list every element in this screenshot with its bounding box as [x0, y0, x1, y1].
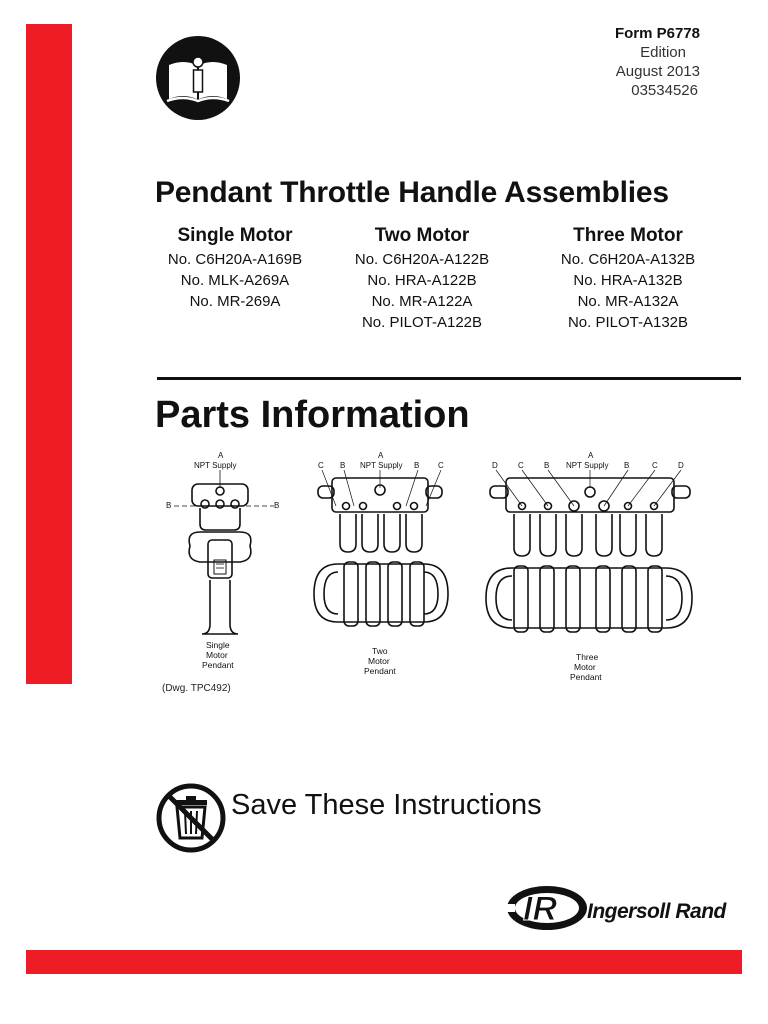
svg-text:Single: Single: [206, 640, 230, 650]
drawing-reference: (Dwg. TPC492): [162, 683, 231, 694]
two-motor-column: [327, 224, 517, 333]
svg-text:Two: Two: [372, 646, 388, 656]
svg-text:B: B: [166, 501, 172, 510]
svg-text:NPT Supply: NPT Supply: [194, 461, 237, 470]
svg-text:D: D: [492, 461, 498, 470]
model-number: No. PILOT-A122B: [361, 314, 483, 331]
svg-text:C: C: [318, 461, 324, 470]
model-number: No. C6H20A-A122B: [354, 251, 490, 268]
section-divider: [157, 377, 741, 380]
svg-text:C: C: [438, 461, 444, 470]
svg-text:A: A: [378, 451, 384, 460]
svg-text:Three: Three: [576, 652, 599, 662]
svg-text:NPT Supply: NPT Supply: [566, 461, 609, 470]
page-title: Pendant Throttle Handle Assemblies: [155, 176, 669, 209]
svg-text:A: A: [588, 451, 594, 460]
model-number: No. MLK-A269A: [180, 272, 290, 289]
three-motor-column: [533, 224, 723, 333]
svg-text:Pendant: Pendant: [570, 672, 602, 682]
svg-text:Motor: Motor: [574, 662, 596, 672]
svg-text:Pendant: Pendant: [202, 660, 234, 670]
svg-text:B: B: [340, 461, 346, 470]
model-number: No. MR-A132A: [577, 293, 679, 310]
svg-text:NPT Supply: NPT Supply: [360, 461, 403, 470]
svg-text:Pendant: Pendant: [364, 666, 396, 676]
two-motor-pendant-drawing: [314, 451, 448, 676]
form-number: Form P6778: [614, 25, 700, 42]
model-number: No. HRA-A122B: [367, 272, 477, 289]
brand-name: Ingersoll Rand: [587, 900, 726, 923]
svg-text:D: D: [678, 461, 684, 470]
model-number: No. HRA-A132B: [573, 272, 683, 289]
no-trash-icon: [155, 782, 227, 854]
column-heading: Two Motor: [374, 225, 470, 246]
single-motor-column: [140, 224, 330, 312]
single-motor-pendant-drawing: [166, 451, 279, 670]
section-title: Parts Information: [155, 394, 470, 436]
model-number: No. C6H20A-A132B: [560, 251, 696, 268]
edition-label: Edition: [640, 44, 686, 61]
svg-text:B: B: [544, 461, 550, 470]
svg-text:B: B: [624, 461, 630, 470]
svg-text:Motor: Motor: [206, 650, 228, 660]
svg-text:C: C: [518, 461, 524, 470]
column-heading: Three Motor: [573, 225, 683, 246]
pendant-drawing: [150, 448, 710, 693]
document-number: 03534526: [631, 82, 698, 99]
svg-text:A: A: [218, 451, 224, 460]
form-info: [615, 24, 700, 100]
model-number: No. MR-A122A: [371, 293, 473, 310]
read-manual-icon: [155, 35, 241, 121]
svg-text:C: C: [652, 461, 658, 470]
edition-date: August 2013: [615, 63, 700, 80]
svg-text:B: B: [274, 501, 280, 510]
save-instructions-text: Save These Instructions: [231, 789, 542, 821]
red-side-bar: [26, 24, 72, 684]
model-number: No. C6H20A-A169B: [167, 251, 303, 268]
three-motor-pendant-drawing: [486, 451, 692, 682]
model-number: No. PILOT-A132B: [567, 314, 689, 331]
svg-text:Motor: Motor: [368, 656, 390, 666]
column-heading: Single Motor: [177, 225, 293, 246]
svg-text:IR: IR: [523, 890, 557, 928]
svg-text:B: B: [414, 461, 420, 470]
model-number: No. MR-269A: [189, 293, 281, 310]
red-bottom-bar: [26, 950, 742, 974]
